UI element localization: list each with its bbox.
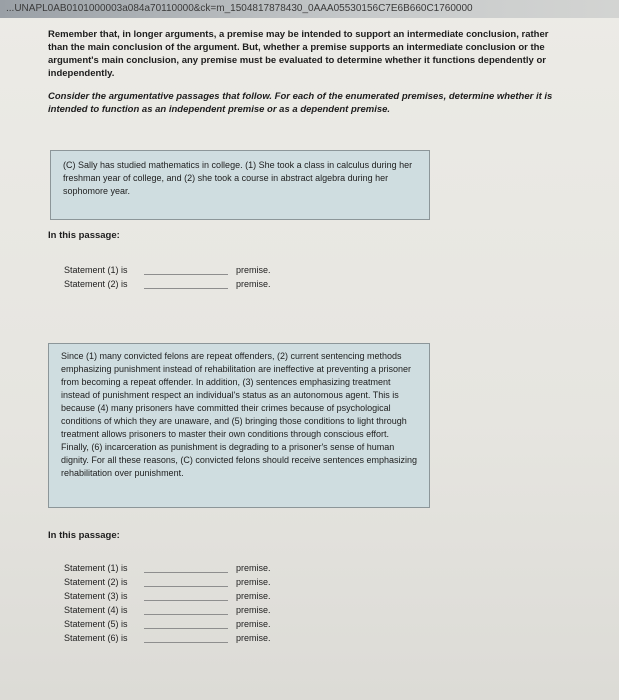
address-bar[interactable] — [0, 0, 619, 18]
premise-suffix: premise. — [236, 633, 271, 643]
url-text: ...UNAPL0AB0101000003a084a70110000&ck=m_1504817878430_0AAA05530156C7E6B660C1760000 — [6, 3, 473, 14]
statement-label: Statement (2) is — [64, 279, 128, 289]
passage-2: Since (1) many convicted felons are repeat offenders, (2) current sentencing methods emphasizing punishment instead of rehabilitation are ineffective at preventing a prisoner from becoming a repeat offender. In addition, (3) sentences emphasizing treatment instead of punishment respect an individual's status as an autonomous agent. This is because (4) many prisoners have committed their crimes because of psychological conditions of which they are unaware, and (5) bringing those conditions to light through treatment allows prisoners to master their own conditions through conscious effort. Finally, (6) incarceration as punishment is degrading to a prisoner's sense of human dignity. For all these reasons, (C) convicted felons should receive sentences emphasizing rehabilitation over punishment. — [48, 343, 430, 508]
premise-suffix: premise. — [236, 563, 271, 573]
instructions-text: Consider the argumentative passages that follow. For each of the enumerated premises, determine whether it is intended to function as an independent premise or as a dependent premise. — [48, 91, 553, 115]
intro-text: Remember that, in longer arguments, a premise may be intended to support an intermediate conclusion, rather than the main conclusion of the argument. But, whether a premise supports an intermediate conclusion or the argument's main conclusion, any premise must be evaluated to determine whether it functions dependently or independently. — [48, 29, 549, 79]
statement-label: Statement (2) is — [64, 577, 128, 587]
question-row — [64, 573, 271, 587]
premise-suffix: premise. — [236, 279, 271, 289]
questions-1 — [64, 261, 271, 289]
passage-1: (C) Sally has studied mathematics in college. (1) She took a class in calculus during her freshman year of college, and (2) she took a course in abstract algebra during her sophomore year. — [50, 150, 430, 220]
premise-suffix: premise. — [236, 591, 271, 601]
question-row — [64, 629, 271, 643]
question-row — [64, 601, 271, 615]
statement-label: Statement (5) is — [64, 619, 128, 629]
answer-blank[interactable] — [144, 274, 228, 289]
statement-label: Statement (1) is — [64, 265, 128, 275]
premise-suffix: premise. — [236, 265, 271, 275]
passage-2-label: In this passage: — [48, 530, 120, 541]
answer-blank[interactable] — [144, 558, 228, 573]
answer-blank[interactable] — [144, 614, 228, 629]
statement-label: Statement (3) is — [64, 591, 128, 601]
premise-suffix: premise. — [236, 605, 271, 615]
intro-section — [48, 28, 568, 116]
statement-label: Statement (1) is — [64, 563, 128, 573]
answer-blank[interactable] — [144, 628, 228, 643]
premise-suffix: premise. — [236, 577, 271, 587]
question-row — [64, 261, 271, 275]
passage-1-label: In this passage: — [48, 230, 120, 241]
answer-blank[interactable] — [144, 600, 228, 615]
statement-label: Statement (6) is — [64, 633, 128, 643]
answer-blank[interactable] — [144, 586, 228, 601]
questions-2 — [64, 559, 271, 643]
question-row — [64, 615, 271, 629]
question-row — [64, 275, 271, 289]
answer-blank[interactable] — [144, 572, 228, 587]
statement-label: Statement (4) is — [64, 605, 128, 615]
question-row — [64, 587, 271, 601]
question-row — [64, 559, 271, 573]
premise-suffix: premise. — [236, 619, 271, 629]
answer-blank[interactable] — [144, 260, 228, 275]
